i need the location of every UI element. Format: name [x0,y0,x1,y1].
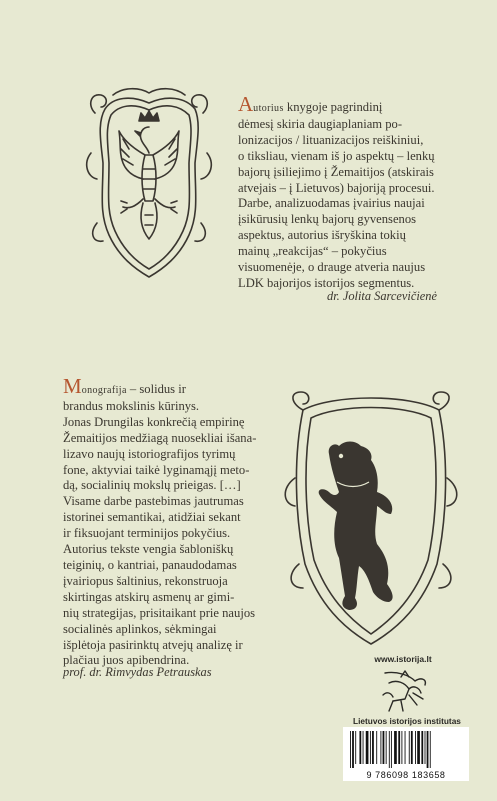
top-signature: dr. Jolita Sarcevičienė [327,289,437,303]
blurb-line: mainų „reakcijas“ – pokyčius [238,244,387,259]
smallcaps-word: utorius [253,103,284,114]
smallcaps-word: onografija [81,385,127,396]
blurb-line: nių strategijas, prisitaikant prie naujos [63,605,256,620]
publisher-name: Lietuvos istorijos institutas [353,716,461,726]
isbn-number: 9 786098 183658 [366,770,446,780]
blurb-line: teiginių, o kantriai, panaudodamas [63,557,237,572]
blurb-line: įsikūrusių lenkų bajorų gyvensenos [238,212,417,227]
first-line-rest: – solidus ir [126,382,186,396]
blurb-line: lonizacijos / lituanizacijos reiškiniui, [238,132,424,147]
blurb-line: socialinės aplinkos, sėkmingai [63,621,217,636]
eagle-coat-of-arms-icon [83,83,215,283]
blurb-line: Darbe, analizuodamas įvairius naujai [238,196,425,211]
blurb-line: o tiksliau, vienam iš jo aspektų – lenkų [238,148,435,163]
bottom-signature: prof. dr. Rimvydas Petrauskas [63,665,212,679]
first-line-rest: knygoje pagrindinį [283,100,383,114]
blurb-line: atvejais – į Lietuvos) bajoriją procesui. [238,180,435,195]
blurb-line: LDK bajorijos istorijos segmentus. [238,275,415,290]
blurb-line: Žemaitijos medžiagą nuosekliai išana- [63,430,257,445]
blurb-line: įvairiopus šaltinius, rekonstruoja [63,573,228,588]
publisher-url[interactable]: www.istorija.lt [374,654,432,664]
blurb-line: dą, socialinių mokslų prieigas. […] [63,478,241,493]
barcode-bars [346,731,466,768]
blurb-line: Visame darbe pastebimas jautrumas [63,494,244,509]
blurb-line: išplėtoja pasirinktų atvejų analizę ir [63,637,243,652]
bear-coat-of-arms-icon [273,388,469,650]
blurb-line: bajorų įsiliejimo į Žemaitijos (atskirais [238,164,434,179]
blurb-line: Jonas Drungilas konkrečią empirinę [63,414,245,429]
blurb-line: aspektus, autorius išryškina tokių [238,228,406,243]
top-blurb [238,92,480,292]
blurb-line: brandus mokslinis kūrinys. [63,398,200,413]
isbn-barcode [343,727,469,781]
rider-logo-icon [379,669,431,713]
blurb-line: visuomenėje, o drauge atveria naujus [238,260,426,275]
dropcap: M [63,374,82,398]
blurb-line: plačiau juos apibendrina. [63,653,190,668]
blurb-line: istorinei semantikai, atidžiai sekant [63,510,241,525]
blurb-line: Autorius tekste vengia šabloniškų [63,542,234,557]
blurb-line: fone, aktyviai taikė lyginamąjį meto- [63,462,250,477]
blurb-first-line [238,92,480,117]
blurb-line: lizavo naujų istoriografijos tyrimų [63,446,236,461]
blurb-line: dėmesį skiria daugiaplaniam po- [238,116,403,131]
blurb-line: ir fiksuojant terminijos pokyčius. [63,526,231,541]
blurb-line: skirtingas atskirų asmenų ar gimi- [63,589,235,604]
dropcap: A [238,92,254,116]
